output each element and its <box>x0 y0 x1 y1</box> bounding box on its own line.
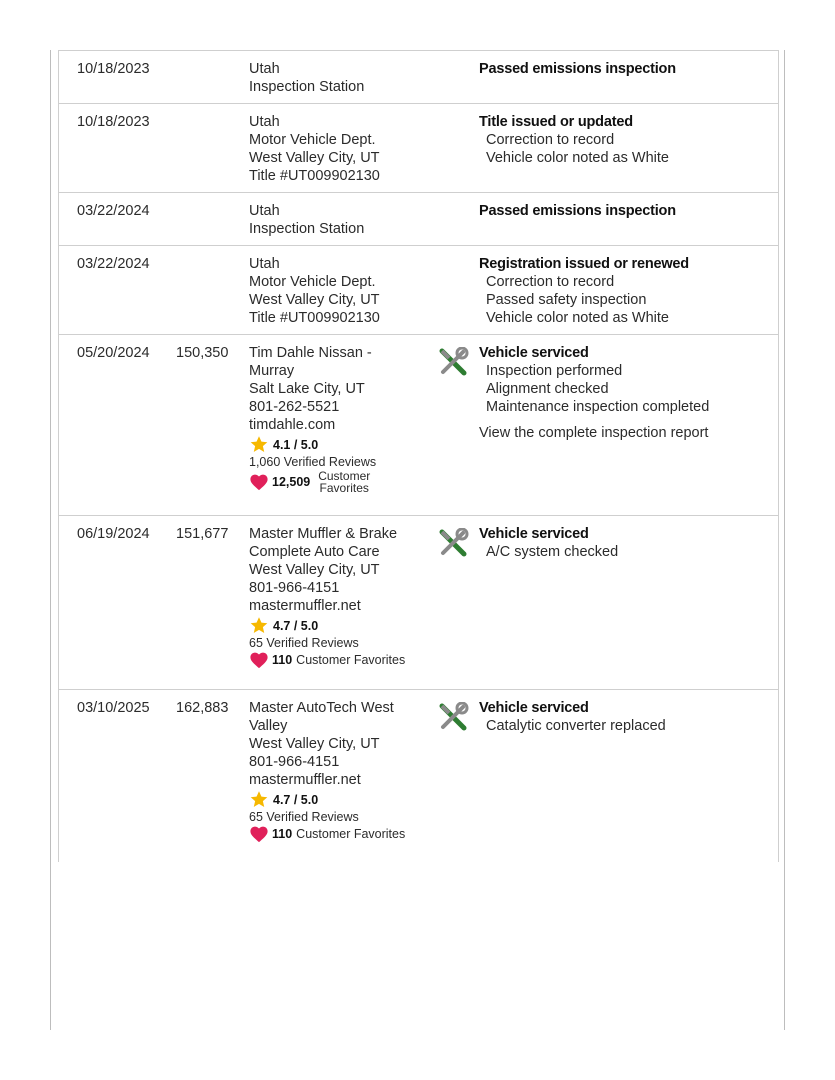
source-line: Complete Auto Care <box>249 544 380 560</box>
wrench-screwdriver-icon <box>437 702 469 734</box>
event-detail: Inspection performed <box>486 363 623 379</box>
row-date: 10/18/2023 <box>77 61 150 77</box>
row-date: 03/10/2025 <box>77 700 150 716</box>
row-details <box>479 202 774 220</box>
row-details <box>479 60 774 78</box>
page-border-left <box>50 50 51 1030</box>
table-row <box>59 246 778 335</box>
star-icon <box>249 790 269 809</box>
table-row <box>59 51 778 104</box>
star-icon <box>249 435 269 454</box>
row-source <box>249 113 434 185</box>
source-website-link[interactable]: mastermuffler.net <box>249 772 361 788</box>
row-details <box>479 344 774 442</box>
source-line: Utah <box>249 61 280 77</box>
source-website-link[interactable]: timdahle.com <box>249 417 336 433</box>
table-row <box>59 690 778 862</box>
source-website-link[interactable]: mastermuffler.net <box>249 598 361 614</box>
event-title: Registration issued or renewed <box>479 256 689 272</box>
source-line: Title #UT009902130 <box>249 168 380 184</box>
row-source <box>249 525 434 669</box>
row-date: 03/22/2024 <box>77 203 150 219</box>
row-date: 10/18/2023 <box>77 114 150 130</box>
favorites <box>249 651 434 669</box>
wrench-screwdriver-icon <box>437 528 469 560</box>
vehicle-history-table <box>58 50 779 862</box>
table-row <box>59 516 778 690</box>
event-title: Vehicle serviced <box>479 345 589 361</box>
favorites <box>249 825 434 843</box>
rating <box>249 435 434 454</box>
favorites-label: Customer Favorites <box>296 653 406 667</box>
row-source <box>249 60 434 96</box>
source-line: Title #UT009902130 <box>249 310 380 326</box>
favorites-count: 110 <box>272 653 293 667</box>
event-detail: Alignment checked <box>486 381 609 397</box>
source-phone: 801-262-5521 <box>249 399 340 415</box>
favorites-count: 12,509 <box>272 475 311 489</box>
source-phone: 801-966-4151 <box>249 580 340 596</box>
source-line: Inspection Station <box>249 221 365 237</box>
source-line: West Valley City, UT <box>249 292 380 308</box>
rating-value: 4.7 / 5.0 <box>273 792 319 807</box>
event-detail: Vehicle color noted as White <box>486 310 669 326</box>
table-row <box>59 335 778 516</box>
rating-value: 4.1 / 5.0 <box>273 437 319 452</box>
source-line: West Valley City, UT <box>249 150 380 166</box>
row-odometer: 151,677 <box>176 526 229 542</box>
favorites <box>249 470 434 494</box>
source-line: West Valley City, UT <box>249 736 380 752</box>
table-row <box>59 104 778 193</box>
row-date: 05/20/2024 <box>77 345 150 361</box>
event-detail: Catalytic converter replaced <box>486 718 666 734</box>
rating <box>249 616 434 635</box>
source-line: Master AutoTech West <box>249 700 394 716</box>
rating-value: 4.7 / 5.0 <box>273 618 319 633</box>
rating <box>249 790 434 809</box>
event-detail: A/C system checked <box>486 544 619 560</box>
row-details <box>479 113 774 167</box>
event-detail: Vehicle color noted as White <box>486 150 669 166</box>
review-count: 65 Verified Reviews <box>249 810 359 824</box>
favorites-count: 110 <box>272 827 293 841</box>
source-line: Inspection Station <box>249 79 365 95</box>
event-detail: Correction to record <box>486 274 615 290</box>
row-date: 06/19/2024 <box>77 526 150 542</box>
source-line: Utah <box>249 256 280 272</box>
row-details <box>479 255 774 327</box>
wrench-screwdriver-icon <box>437 347 469 379</box>
row-odometer: 150,350 <box>176 345 229 361</box>
event-title: Vehicle serviced <box>479 700 589 716</box>
row-source <box>249 344 434 494</box>
row-details <box>479 525 774 561</box>
source-line: West Valley City, UT <box>249 562 380 578</box>
event-title: Passed emissions inspection <box>479 61 676 77</box>
event-detail: Maintenance inspection completed <box>486 399 710 415</box>
heart-icon <box>249 473 269 491</box>
favorites-label: Customer Favorites <box>318 469 371 495</box>
row-source <box>249 255 434 327</box>
event-title: Title issued or updated <box>479 114 633 130</box>
review-count: 65 Verified Reviews <box>249 636 359 650</box>
source-line: Tim Dahle Nissan - <box>249 345 372 361</box>
event-title: Passed emissions inspection <box>479 203 676 219</box>
event-detail: Passed safety inspection <box>486 292 647 308</box>
star-icon <box>249 616 269 635</box>
row-date: 03/22/2024 <box>77 256 150 272</box>
row-source <box>249 202 434 238</box>
source-line: Murray <box>249 363 295 379</box>
source-line: Master Muffler & Brake <box>249 526 398 542</box>
source-line: Motor Vehicle Dept. <box>249 274 376 290</box>
source-line: Utah <box>249 114 280 130</box>
source-phone: 801-966-4151 <box>249 754 340 770</box>
row-details <box>479 699 774 735</box>
review-count: 1,060 Verified Reviews <box>249 455 377 469</box>
row-odometer: 162,883 <box>176 700 229 716</box>
source-line: Utah <box>249 203 280 219</box>
source-line: Motor Vehicle Dept. <box>249 132 376 148</box>
row-source <box>249 699 434 843</box>
source-line: Salt Lake City, UT <box>249 381 365 397</box>
table-row <box>59 193 778 246</box>
inspection-report-link[interactable]: View the complete inspection report <box>479 425 709 441</box>
event-detail: Correction to record <box>486 132 615 148</box>
page-border-right <box>784 50 785 1030</box>
source-line: Valley <box>249 718 288 734</box>
favorites-label: Customer Favorites <box>296 827 406 841</box>
heart-icon <box>249 651 269 669</box>
event-title: Vehicle serviced <box>479 526 589 542</box>
heart-icon <box>249 825 269 843</box>
